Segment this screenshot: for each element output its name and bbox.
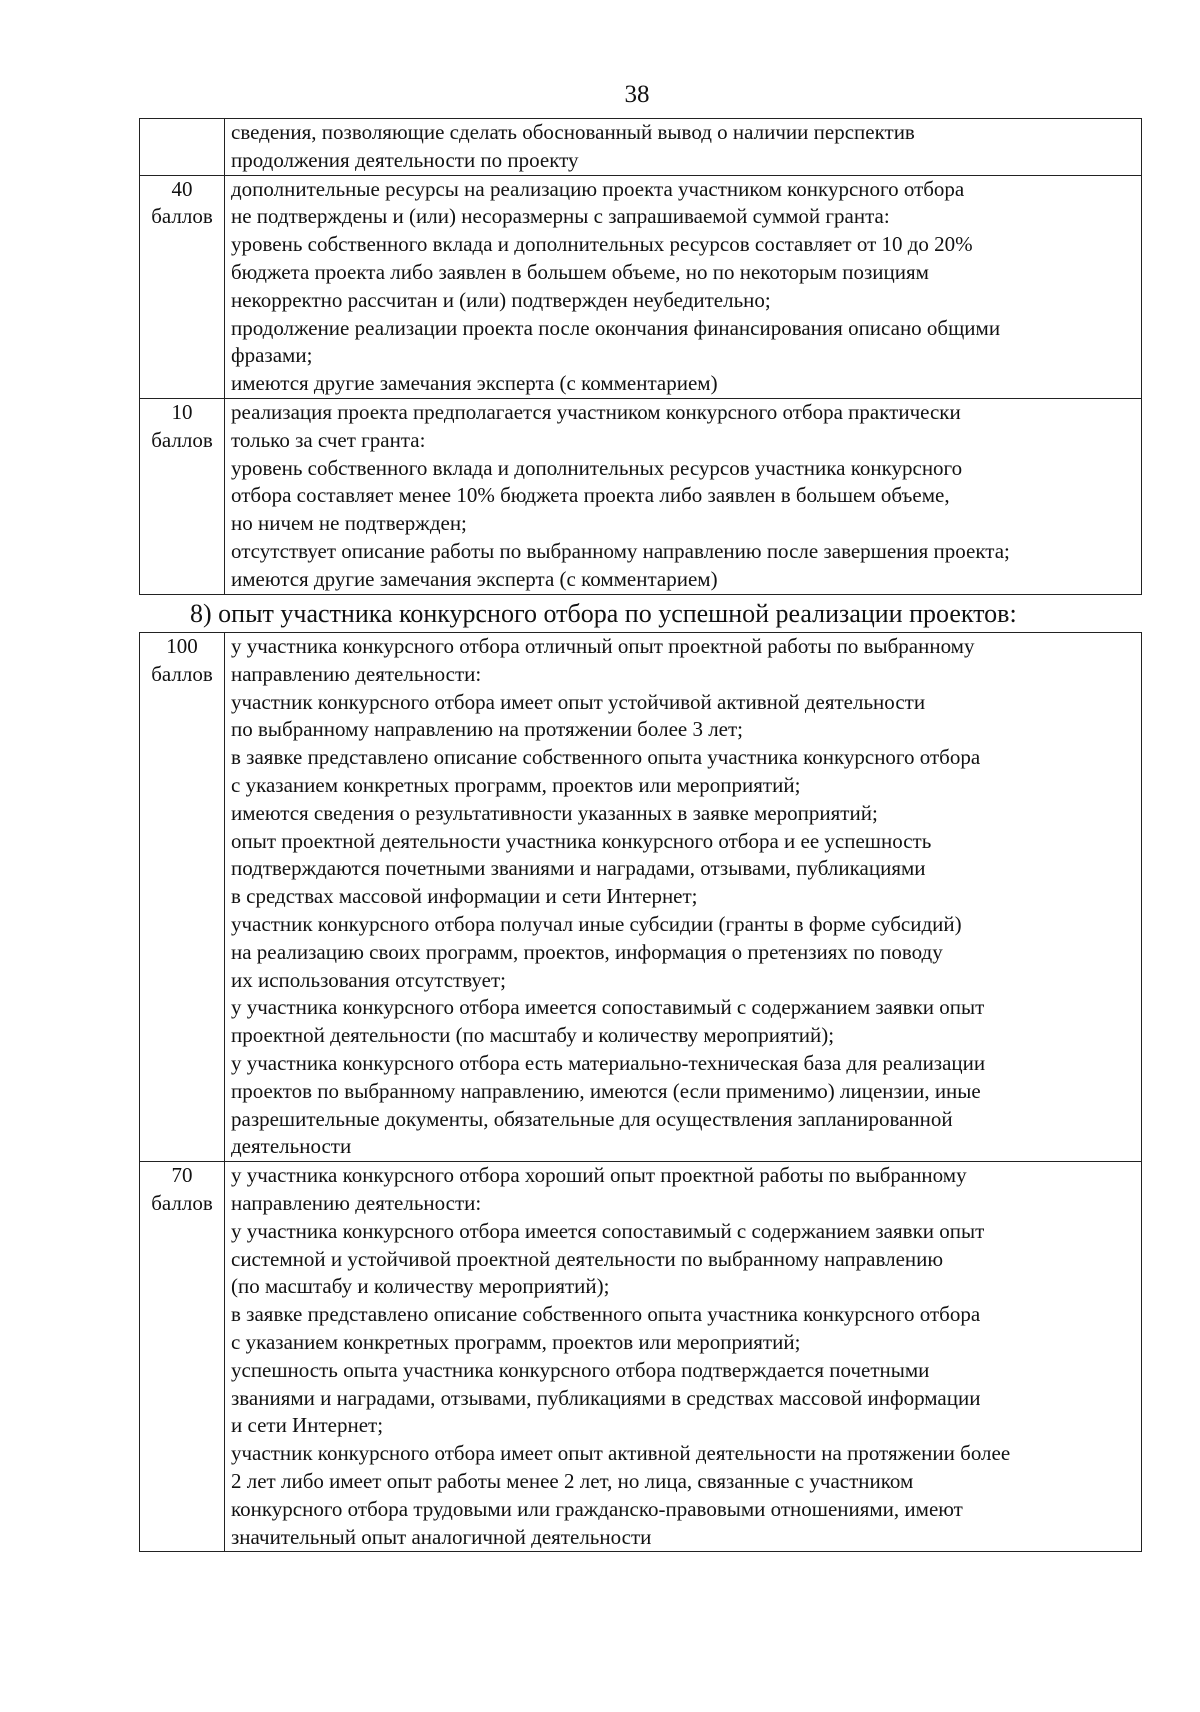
section-heading: 8) опыт участника конкурсного отбора по успешной реализации проектов: [190,599,1017,628]
criteria-cell [225,398,1142,594]
criteria-line: (по масштабу и количеству мероприятий); [231,1274,610,1299]
criteria-line: не подтверждены и (или) несоразмерны с запрашиваемой суммой гранта: [231,204,890,229]
table-row [140,633,1142,1162]
criteria-line: у участника конкурсного отбора отличный опыт проектной работы по выбранному [231,634,975,658]
criteria-line: по выбранному направлению на протяжении более 3 лет; [231,717,744,742]
criteria-line: отбора составляет менее 10% бюджета проекта либо заявлен в большем объеме, [231,483,950,508]
criteria-line: у участника конкурсного отбора есть материально-техническая база для реализации [231,1050,986,1075]
criteria-line: проектной деятельности (по масштабу и количеству мероприятий); [231,1023,835,1048]
criteria-cell [225,1162,1142,1552]
score-cell [140,398,225,594]
criteria-line: и сети Интернет; [231,1413,384,1438]
criteria-line: на реализацию своих программ, проектов, информация о претензиях по поводу [231,939,943,964]
criteria-line: направлению деятельности: [231,1190,482,1215]
criteria-line: но ничем не подтвержден; [231,511,467,536]
score-value: 70 [171,1163,193,1188]
table-row [140,175,1142,398]
criteria-line: разрешительные документы, обязательные для осуществления запланированной [231,1106,953,1131]
score-cell [140,633,225,1162]
criteria-line: подтверждаются почетными званиями и наградами, отзывами, публикациями [231,856,926,881]
criteria-line: системной и устойчивой проектной деятельности по выбранному направлению [231,1246,944,1271]
criteria-line: участник конкурсного отбора имеет опыт активной деятельности на протяжении более [231,1441,1011,1466]
criteria-line: званиями и наградами, отзывами, публикациями в средствах массовой информации [231,1385,981,1410]
criteria-line: участник конкурсного отбора получал иные субсидии (гранты в форме субсидий) [231,911,962,936]
score-value: 100 [166,634,198,658]
scoring-table-experience [139,632,1142,1552]
criteria-line: фразами; [231,343,313,368]
criteria-line: проектов по выбранному направлению, имеются (если применимо) лицензии, иные [231,1078,981,1103]
scoring-table-continued [139,118,1142,595]
score-cell [140,175,225,398]
criteria-line: продолжения деятельности по проекту [231,147,579,172]
criteria-line: реализация проекта предполагается участником конкурсного отбора практически [231,399,961,424]
criteria-line: имеются другие замечания эксперта (с комментарием) [231,371,718,396]
page-number: 38 [624,81,650,108]
criteria-line: конкурсного отбора трудовыми или гражданско-правовыми отношениями, имеют [231,1496,963,1521]
criteria-line: у участника конкурсного отбора хороший опыт проектной работы по выбранному [231,1163,967,1188]
criteria-line: у участника конкурсного отбора имеется сопоставимый с содержанием заявки опыт [231,1218,985,1243]
score-cell [140,119,225,176]
criteria-line: бюджета проекта либо заявлен в большем объеме, но по некоторым позициям [231,259,929,284]
criteria-line: имеются сведения о результативности указанных в заявке мероприятий; [231,800,878,825]
score-unit: баллов [151,661,213,686]
criteria-line: с указанием конкретных программ, проектов или мероприятий; [231,772,801,797]
score-value: 40 [171,176,193,201]
criteria-line: направлению деятельности: [231,661,482,686]
criteria-line: значительный опыт аналогичной деятельности [231,1524,652,1549]
criteria-line: деятельности [231,1134,352,1159]
criteria-line: в заявке представлено описание собственного опыта участника конкурсного отбора [231,745,981,770]
criteria-line: их использования отсутствует; [231,967,506,992]
score-cell [140,1162,225,1552]
criteria-line: дополнительные ресурсы на реализацию проекта участником конкурсного отбора [231,176,965,201]
criteria-line: некорректно рассчитан и (или) подтвержден неубедительно; [231,287,771,312]
criteria-line: участник конкурсного отбора имеет опыт устойчивой активной деятельности [231,689,926,714]
score-value: 10 [171,399,193,424]
criteria-cell [225,119,1142,176]
criteria-line: успешность опыта участника конкурсного отбора подтверждается почетными [231,1357,930,1382]
score-unit: баллов [151,204,213,229]
table-row [140,119,1142,176]
criteria-line: сведения, позволяющие сделать обоснованный вывод о наличии перспектив [231,120,915,144]
criteria-cell [225,175,1142,398]
criteria-line: продолжение реализации проекта после окончания финансирования описано общими [231,315,1001,340]
criteria-line: у участника конкурсного отбора имеется сопоставимый с содержанием заявки опыт [231,995,985,1020]
criteria-line: опыт проектной деятельности участника конкурсного отбора и ее успешность [231,828,932,853]
criteria-line: отсутствует описание работы по выбранному направлению после завершения проекта; [231,538,1010,563]
criteria-line: в заявке представлено описание собственного опыта участника конкурсного отбора [231,1302,981,1327]
score-unit: баллов [151,1190,213,1215]
criteria-line: уровень собственного вклада и дополнительных ресурсов составляет от 10 до 20% [231,232,973,257]
criteria-line: с указанием конкретных программ, проектов или мероприятий; [231,1329,801,1354]
criteria-line: в средствах массовой информации и сети Интернет; [231,884,698,909]
criteria-line: имеются другие замечания эксперта (с комментарием) [231,566,718,591]
score-unit: баллов [151,427,213,452]
criteria-line: 2 лет либо имеет опыт работы менее 2 лет, но лица, связанные с участником [231,1468,914,1493]
criteria-line: уровень собственного вклада и дополнительных ресурсов участника конкурсного [231,455,963,480]
table-row [140,398,1142,594]
criteria-line: только за счет гранта: [231,427,426,452]
criteria-cell [225,633,1142,1162]
table-row [140,1162,1142,1552]
